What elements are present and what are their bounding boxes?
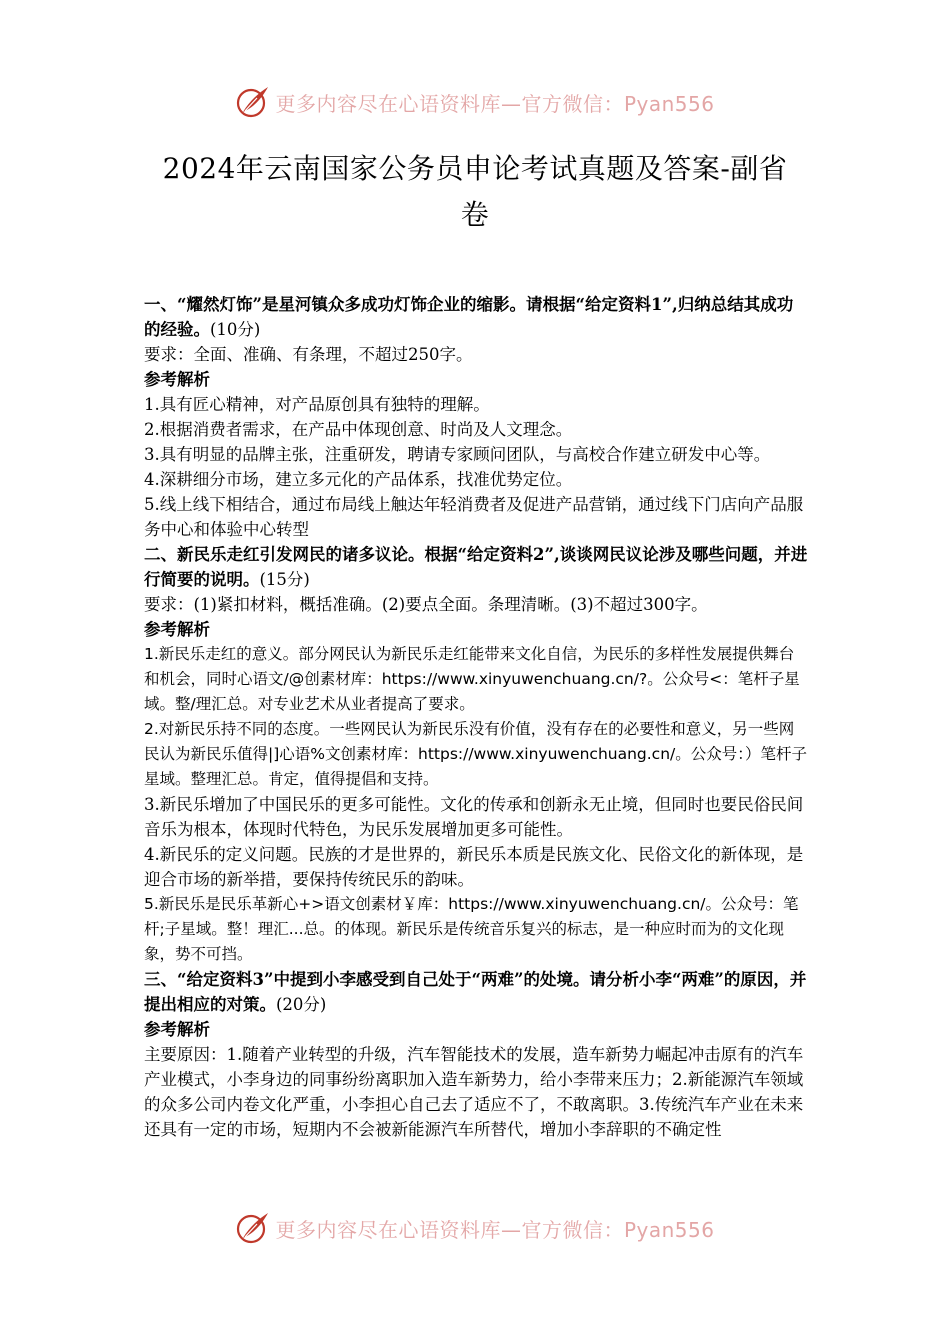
question-2-requirement: 要求：(1)紧扣材料，概括准确。(2)要点全面。条理清晰。(3)不超过300字。: [144, 595, 708, 614]
question-1: 一、“耀然灯饰”是星河镇众多成功灯饰企业的缩影。请根据“给定资料1”,归纳总结其成功的经验。(10分): [144, 295, 794, 339]
answer-1-2: 2.根据消费者需求，在产品中体现创意、时尚及人文理念。: [144, 420, 573, 439]
answer-1-5: 5.线上线下相结合，通过布局线上触达年轻消费者及促进产品营销，通过线下门店向产品服务中心和体验中心转型: [144, 495, 804, 539]
banner-text: 更多内容尽在心语资料库—官方微信：Pyan556: [275, 1217, 715, 1242]
analysis-heading-2: 参考解析: [144, 620, 210, 639]
answer-2-1: 1.新民乐走红的意义。部分网民认为新民乐走红能带来文化自信，为民乐的多样性发展提供舞台和机会，同时心语文/@创素材库：https://www.xinyuwenchuang.cn/?。公众号<：笔杆子星域。整/理汇总。对专业艺术从业者提高了要求。: [144, 645, 800, 713]
answer-2-5: 5.新民乐是民乐革新心+>语文创素材￥库：https://www.xinyuwenchuang.cn/。公众号：笔杆;子星域。整！理汇...总。的体现。新民乐是传统音乐复兴的标志，是一种应时而为的文化现象，势不可挡。: [144, 895, 799, 963]
header-banner: [0, 82, 950, 122]
answer-3: 主要原因：1.随着产业转型的升级，汽车智能技术的发展，造车新势力崛起冲击原有的汽车产业模式，小李身边的同事纷纷离职加入造车新势力，给小李带来压力；2.新能源汽车领域的众多公司内卷文化严重，小李担心自己去了适应不了，不敢离职。3.传统汽车产业在未来还具有一定的市场，短期内不会被新能源汽车所替代，增加小李辞职的不确定性: [144, 1045, 804, 1139]
analysis-heading-3: 参考解析: [144, 1020, 210, 1039]
question-3: 三、“给定资料3”中提到小李感受到自己处于“两难”的处境。请分析小李“两难”的原因，并提出相应的对策。(20分): [144, 970, 807, 1014]
quill-logo-icon: [235, 1210, 271, 1246]
answer-1-1: 1.具有匠心精神，对产品原创具有独特的理解。: [144, 395, 490, 414]
banner-text: 更多内容尽在心语资料库—官方微信：Pyan556: [275, 91, 715, 116]
quill-logo-icon: [235, 84, 271, 120]
footer-banner: [0, 1208, 950, 1248]
answer-2-4: 4.新民乐的定义问题。民族的才是世界的，新民乐本质是民族文化、民俗文化的新体现，是迎合市场的新举措，要保持传统民乐的韵味。: [144, 845, 804, 889]
document-body: [144, 292, 808, 1142]
question-3-points: (20分): [276, 995, 327, 1014]
analysis-heading-1: 参考解析: [144, 370, 210, 389]
title-line-1: 2024年云南国家公务员申论考试真题及答案-副省: [162, 152, 788, 185]
question-2: 二、新民乐走红引发网民的诸多议论。根据“给定资料2”,谈谈网民议论涉及哪些问题，并进行简要的说明。(15分): [144, 545, 808, 589]
answer-1-4: 4.深耕细分市场，建立多元化的产品体系，找准优势定位。: [144, 470, 573, 489]
title-line-2: 卷: [460, 198, 490, 231]
question-2-points: (15分): [259, 570, 310, 589]
question-1-requirement: 要求：全面、准确、有条理，不超过250字。: [144, 345, 473, 364]
answer-2-3: 3.新民乐增加了中国民乐的更多可能性。文化的传承和创新永无止境，但同时也要民俗民间音乐为根本，体现时代特色，为民乐发展增加更多可能性。: [144, 795, 804, 839]
answer-2-2: 2.对新民乐持不同的态度。一些网民认为新民乐没有价值，没有存在的必要性和意义，另一些网民认为新民乐值得|]心语%文创素材库：https://www.xinyuwenchuang.cn/。公众号：）笔杆子星域。整理汇总。肯定，值得提倡和支持。: [144, 720, 808, 788]
question-1-points: (10分): [210, 320, 261, 339]
answer-1-3: 3.具有明显的品牌主张，注重研发，聘请专家顾问团队，与高校合作建立研发中心等。: [144, 445, 771, 464]
page-title: [140, 146, 810, 238]
